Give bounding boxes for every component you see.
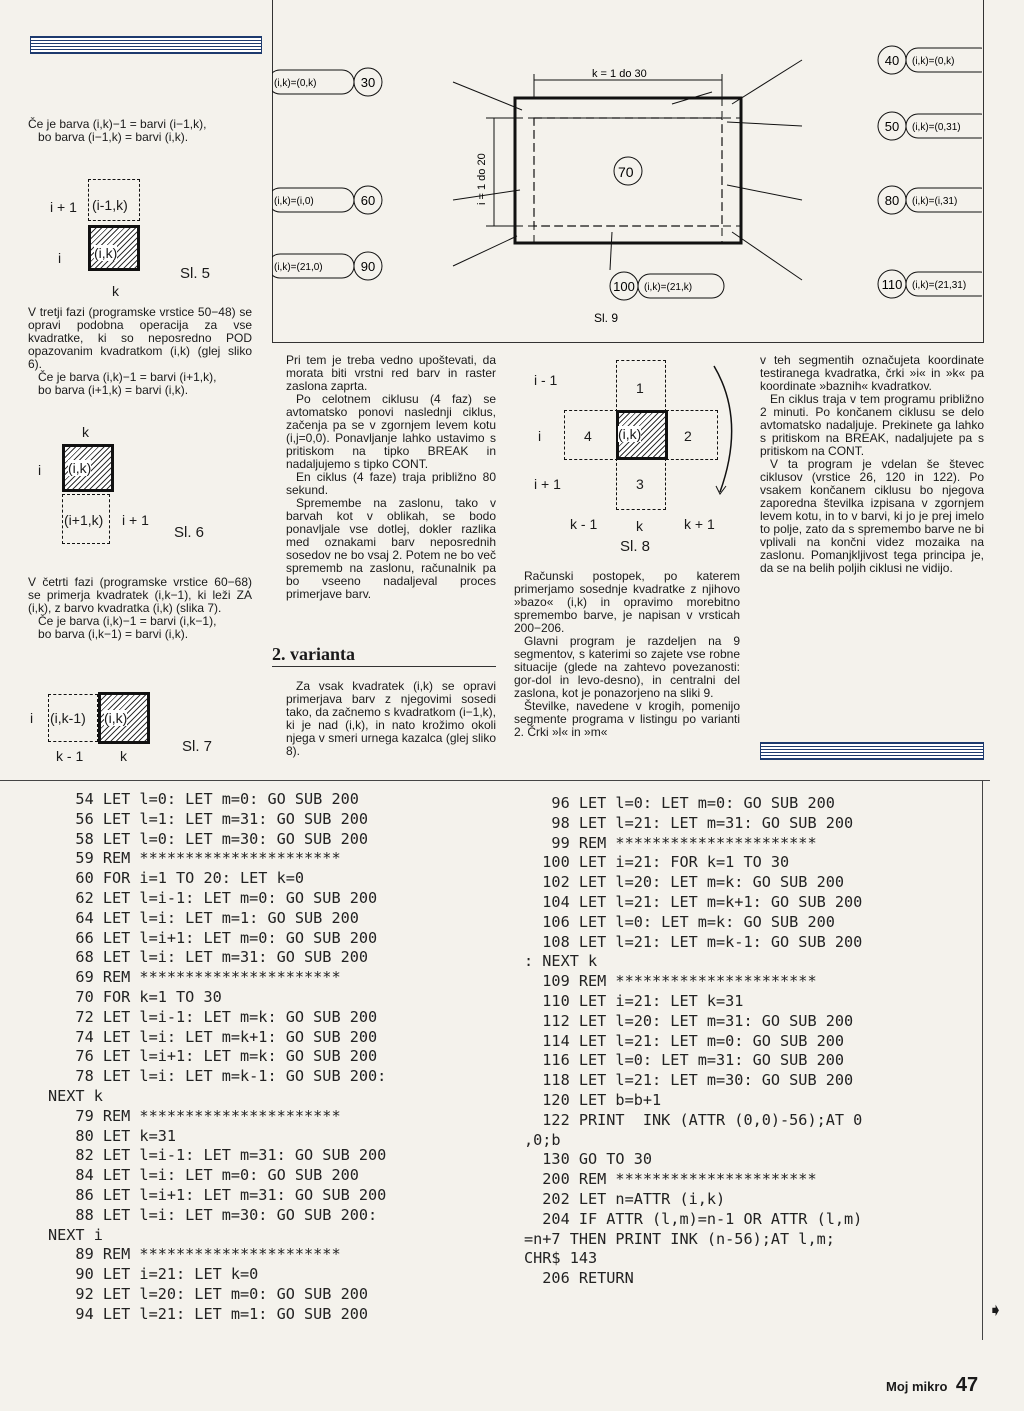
- magazine-name: Moj mikro: [886, 1379, 948, 1394]
- code-line: 130 GO TO 30: [524, 1150, 653, 1169]
- fig5-row-i1: i + 1: [50, 199, 77, 215]
- fig9-node-number: 30: [360, 75, 376, 90]
- code-line: 122 PRINT INK (ATTR (0,0)-56);AT 0: [524, 1110, 863, 1129]
- para-phase3: V tretji fazi (programske vrstice 50−48) se opravi podobna operacija za vse kvadratke, ki so neposredno POD opazovanim kvadratkom (i,k) (glej sliko 6).: [28, 305, 252, 371]
- fig7-cell-label: (i,k): [104, 710, 128, 726]
- fig8-row2: i + 1: [534, 476, 561, 492]
- code-line: 62 LET l=i-1: LET m=0: GO SUB 200: [48, 888, 378, 907]
- fig8-n2: 2: [684, 428, 692, 444]
- code-line: 100 LET i=21: FOR k=1 TO 30: [524, 853, 790, 872]
- fig9-node: [272, 68, 382, 96]
- code-line: 76 LET l=i+1: LET m=k: GO SUB 200: [48, 1047, 378, 1066]
- code-line: 64 LET l=i: LET m=1: GO SUB 200: [48, 908, 359, 927]
- fig9-node-label: (i,k)=(i,0): [274, 196, 314, 207]
- para-cond1: Če je barva (i,k)−1 = barvi (i−1,k), bo barva (i−1,k) = barvi (i,k).: [28, 117, 207, 144]
- code-line: 104 LET l=21: LET m=k+1: GO SUB 200: [524, 892, 863, 911]
- listing-separator: [0, 780, 990, 781]
- middle-column: [286, 354, 496, 601]
- col4-text1: v teh segmentih označujeta koordinate testiranega kvadratka, črki »i« in »k« pa koordinate »baznih« kvadratkov.: [760, 353, 984, 393]
- code-line: 120 LET b=b+1: [524, 1090, 662, 1109]
- fig5-row-i: i: [58, 250, 62, 266]
- code-line: 94 LET l=21: LET m=1: GO SUB 200: [48, 1304, 369, 1323]
- fig5-top-label: (i-1,k): [92, 197, 128, 213]
- column-4: [760, 354, 984, 575]
- mid-text1: Pri tem je treba vedno upoštevati, da morata biti vrstni red barv in raster zaslona zaprta.: [286, 353, 496, 393]
- code-line: 78 LET l=i: LET m=k-1: GO SUB 200:: [48, 1067, 387, 1086]
- fig6-row-i1: i + 1: [122, 512, 149, 528]
- fig8-col2: k + 1: [684, 516, 715, 532]
- mid-text3: En ciklus (4 faze) traja približno 80 sekund.: [286, 470, 496, 497]
- fig9-node-number: 50: [884, 119, 900, 134]
- fig9-node-label: (i,k)=(21,31): [912, 280, 967, 291]
- figure-9: [272, 0, 982, 340]
- code-line: 200 REM **********************: [524, 1170, 817, 1189]
- header-bar-left: [30, 36, 262, 54]
- para-phase4: V četrti fazi (programske vrstice 60−68) se primerja kvadratek (i,k−1), ki leži ZA (i,k), z barvo kvadratka (i,k) (slika 7).: [28, 575, 252, 615]
- fig9-node: [878, 270, 982, 298]
- fig6-bottom-label: (i+1,k): [64, 512, 104, 528]
- code-line: NEXT k: [48, 1086, 103, 1105]
- code-line: 74 LET l=i: LET m=k+1: GO SUB 200: [48, 1027, 378, 1046]
- code-line: 114 LET l=21: LET m=0: GO SUB 200: [524, 1031, 845, 1050]
- fig7-caption: Sl. 7: [182, 738, 213, 755]
- code-line: 80 LET k=31: [48, 1126, 177, 1145]
- fig8-caption: Sl. 8: [620, 538, 651, 555]
- fig9-node-label: (i,k)=(21,0): [274, 262, 323, 273]
- fig6-cell-label: (i,k): [68, 460, 92, 476]
- right-rule: [982, 780, 983, 1340]
- code-line: 54 LET l=0: LET m=0: GO SUB 200: [48, 790, 359, 808]
- figure-5: [40, 175, 260, 300]
- code-line: NEXT i: [48, 1225, 103, 1244]
- col3-text2: Glavni program je razdeljen na 9 segmentov, s katerimi so zajete vse robne situacije (glede na zahtevo povezanosti: gor-dol in levo-desno), in centralni del zaslona, kot je ponazorjeno na sliki 9.: [514, 634, 740, 700]
- code-line: ,0;b: [524, 1130, 561, 1149]
- code-line: 92 LET l=20: LET m=0: GO SUB 200: [48, 1284, 369, 1303]
- code-line: 204 IF ATTR (l,m)=n-1 OR ATTR (l,m): [524, 1209, 863, 1228]
- fig9-node-label: (i,k)=(0,k): [912, 56, 955, 67]
- fig7-col-k1: k - 1: [56, 748, 84, 764]
- code-line: 82 LET l=i-1: LET m=31: GO SUB 200: [48, 1146, 387, 1165]
- code-line: 60 FOR i=1 TO 20: LET k=0: [48, 869, 305, 888]
- fig9-node: [878, 46, 982, 74]
- fig8-row0: i - 1: [534, 372, 558, 388]
- fig9-caption: Sl. 9: [594, 311, 619, 325]
- fig6-col-k: k: [82, 424, 89, 440]
- fig5-cell-label: (i,k): [94, 245, 118, 261]
- fig9-node: [272, 186, 382, 214]
- listing-right: [524, 794, 862, 1289]
- fig9-node: [878, 186, 982, 214]
- fig9-node: [878, 112, 982, 140]
- code-line: 86 LET l=i+1: LET m=31: GO SUB 200: [48, 1185, 387, 1204]
- fig8-col0: k - 1: [570, 516, 598, 532]
- code-line: 110 LET i=21: LET k=31: [524, 991, 744, 1010]
- col4-text2: En ciklus traja v tem programu približno 2 minuti. Po končanem ciklusu se delo avtomatsko nadaljuje. Prekinete ga lahko s pritiskom na BREAK, nadaljujete pa s pritiskom na CONT.: [760, 392, 984, 458]
- code-line: : NEXT k: [524, 952, 598, 971]
- fig8-n3: 3: [636, 476, 644, 492]
- code-line: 66 LET l=i+1: LET m=0: GO SUB 200: [48, 928, 378, 947]
- mid-text2: Po celotnem ciklusu (4 faz) se avtomatsko ponovi naslednji ciklus, začenja pa se v zgornjem levem kotu (i,j=0,0). Ponavljanje lahko ustavimo s pritiskom na tipko BREAK in nadaljujemo s tipko CONT.: [286, 392, 496, 471]
- code-line: 56 LET l=1: LET m=31: GO SUB 200: [48, 809, 369, 828]
- code-line: 72 LET l=i-1: LET m=k: GO SUB 200: [48, 1007, 378, 1026]
- fig7-left-label: (i,k-1): [50, 710, 86, 726]
- code-line: 84 LET l=i: LET m=0: GO SUB 200: [48, 1166, 359, 1185]
- code-line: 102 LET l=20: LET m=k: GO SUB 200: [524, 873, 845, 892]
- fig9-node-label: (i,k)=(i,31): [912, 196, 958, 207]
- fig7-col-k: k: [120, 748, 127, 764]
- fig5-caption: Sl. 5: [180, 265, 211, 282]
- fig9-node-number: 90: [360, 259, 376, 274]
- fig5-col-k: k: [112, 283, 119, 299]
- fig9-node-number: 40: [884, 53, 900, 68]
- fig9-node: [272, 252, 382, 280]
- code-line: 206 RETURN: [524, 1269, 634, 1288]
- fig9-node-number: 100: [613, 279, 635, 294]
- code-line: 88 LET l=i: LET m=30: GO SUB 200:: [48, 1205, 378, 1224]
- fig8-n4: 4: [584, 428, 592, 444]
- code-line: 109 REM **********************: [524, 972, 817, 991]
- code-line: 89 REM **********************: [48, 1245, 341, 1264]
- continue-arrow-icon: ➧: [988, 1300, 1004, 1320]
- mid-text5: Za vsak kvadratek (i,k) se opravi primerjava barv z njegovimi sosedi tako, da začnemo s kvadratkom (i−1,k), ki je nad (i,k), in nato krožimo okoli njega v smeri urnega kazalca (glej sliko 8).: [286, 679, 496, 758]
- section-heading: 2. varianta: [272, 644, 355, 664]
- para-cond3: Če je barva (i,k)−1 = barvi (i,k−1), bo barva (i,k−1) = barvi (i,k).: [38, 614, 217, 641]
- figure-8: [520, 356, 750, 561]
- col4-text3: V ta program je vdelan še števec ciklusov (vrstice 26, 120 in 122). Po vsakem končanem ciklusu bo njegova zaporedna številka izpisana v zgornjem levem kotu, in to v barvi, ki jo je prej imelo to polje, zato da s spremembo barve ne bi vplivali na končni videz mozaika na zaslonu. Pomanjkljivost tega principa je, da se na belih poljih ciklusi ne vidijo.: [760, 457, 984, 575]
- code-line: 79 REM **********************: [48, 1106, 341, 1125]
- left-column: [28, 118, 252, 144]
- fig8-row1: i: [538, 428, 542, 444]
- listing-left: [48, 790, 386, 1325]
- figure-7: [28, 690, 258, 770]
- fig7-row-i: i: [30, 710, 34, 726]
- code-line: 69 REM **********************: [48, 968, 341, 987]
- fig9-node: [610, 272, 724, 300]
- fig8-col1: k: [636, 518, 643, 534]
- code-line: CHR$ 143: [524, 1249, 598, 1268]
- col3-text1: Računski postopek, po katerem primerjamo sosednje kvadratke z njihovo »bazo« (i,k) in opravimo morebitno spremembo barve, je napisan v vrsticah 200−206.: [514, 569, 740, 635]
- code-line: 118 LET l=21: LET m=30: GO SUB 200: [524, 1071, 854, 1090]
- fig9-node-number: 80: [884, 193, 900, 208]
- fig6-caption: Sl. 6: [174, 524, 205, 541]
- fig9-center: 70: [618, 164, 634, 180]
- fig9-node-label: (i,k)=(0,k): [274, 78, 317, 89]
- code-line: 116 LET l=0: LET m=31: GO SUB 200: [524, 1051, 845, 1070]
- col3-text3: Številke, navedene v krogih, pomenijo segmente programa v listingu po varianti 2. Črki »l« in »m«: [514, 699, 740, 739]
- fig8-center: (i,k): [618, 426, 642, 442]
- para-cond2: Če je barva (i,k)−1 = barvi (i+1,k), bo barva (i+1,k) = barvi (i,k).: [38, 370, 217, 397]
- code-line: =n+7 THEN PRINT INK (n-56);AT l,m;: [524, 1229, 835, 1248]
- code-line: 99 REM **********************: [524, 833, 817, 852]
- code-line: 70 FOR k=1 TO 30: [48, 987, 222, 1006]
- code-line: 90 LET i=21: LET k=0: [48, 1265, 259, 1284]
- fig9-node-label: (i,k)=(0,31): [912, 122, 961, 133]
- code-line: 106 LET l=0: LET m=k: GO SUB 200: [524, 912, 835, 931]
- fig6-row-i: i: [38, 462, 42, 478]
- header-bar-right: [760, 742, 984, 760]
- code-line: 112 LET l=20: LET m=31: GO SUB 200: [524, 1011, 854, 1030]
- code-line: 68 LET l=i: LET m=31: GO SUB 200: [48, 948, 369, 967]
- fig9-side-dim: i = 1 do 20: [476, 153, 488, 205]
- code-line: 108 LET l=21: LET m=k-1: GO SUB 200: [524, 932, 863, 951]
- column-3: [514, 570, 740, 739]
- fig9-top-dim: k = 1 do 30: [592, 68, 647, 80]
- fig9-node-number: 60: [360, 193, 376, 208]
- figure-6: [30, 420, 260, 550]
- page-number: 47: [955, 1374, 979, 1396]
- fig8-n1: 1: [636, 380, 644, 396]
- code-line: 96 LET l=0: LET m=0: GO SUB 200: [524, 794, 835, 812]
- code-line: 58 LET l=0: LET m=30: GO SUB 200: [48, 829, 369, 848]
- code-line: 202 LET n=ATTR (i,k): [524, 1189, 726, 1208]
- fig9-node-number: 110: [881, 277, 903, 292]
- fig9-node-label: (i,k)=(21,k): [644, 282, 693, 293]
- mid-text4: Spremembe na zaslonu, tako v barvah kot v oblikah, se bodo ponavljale vse dotlej, dokler razlika med oznakami barv neposrednih sosedov ne bo vsaj 2. Potem ne bo več sprememb na zaslonu, računalnik pa bo vseeno nadaljeval proces primerjave barv.: [286, 496, 496, 601]
- code-line: 98 LET l=21: LET m=31: GO SUB 200: [524, 813, 854, 832]
- footer: [886, 1374, 978, 1397]
- code-line: 59 REM **********************: [48, 849, 341, 868]
